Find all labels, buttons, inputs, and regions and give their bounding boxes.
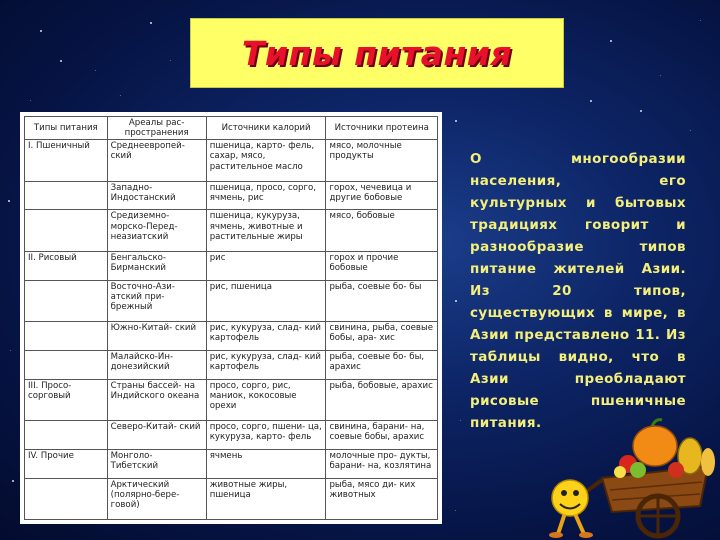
cell-type: III. Просо- сорговый xyxy=(25,379,108,420)
cell-area: Арктический (полярно-бере- говой) xyxy=(107,478,206,519)
cell-type xyxy=(25,321,108,350)
cell-protein: свинина, барани- на, соевые бобы, арахис xyxy=(326,420,438,449)
table-row xyxy=(25,420,438,449)
cell-protein: мясо, бобовые xyxy=(326,210,438,251)
header-calorie-sources: Источники калорий xyxy=(206,117,326,140)
cell-area: Среднеевропей- ский xyxy=(107,140,206,181)
table-row xyxy=(25,478,438,519)
cell-calories: ячмень xyxy=(206,449,326,478)
cell-protein: рыба, соевые бо- бы xyxy=(326,280,438,321)
cell-type: I. Пшеничный xyxy=(25,140,108,181)
cell-calories: животные жиры, пшеница xyxy=(206,478,326,519)
cell-area: Страны бассей- на Индийского океана xyxy=(107,379,206,420)
table-row xyxy=(25,251,438,280)
cell-area: Восточно-Ази- атский при- брежный xyxy=(107,280,206,321)
cell-protein: мясо, молочные продукты xyxy=(326,140,438,181)
cell-area: Западно- Индостанский xyxy=(107,181,206,210)
cell-protein: рыба, бобовые, арахис xyxy=(326,379,438,420)
header-protein-sources: Источники протеина xyxy=(326,117,438,140)
cell-area: Южно-Китай- ский xyxy=(107,321,206,350)
cell-calories: пшеница, карто- фель, сахар, мясо, растительное масло xyxy=(206,140,326,181)
cell-protein: молочные про- дукты, барани- на, козлятина xyxy=(326,449,438,478)
header-area: Ареалы рас- пространения xyxy=(107,117,206,140)
cell-calories: рис, кукуруза, слад- кий картофель xyxy=(206,321,326,350)
cell-type xyxy=(25,181,108,210)
cell-type: II. Рисовый xyxy=(25,251,108,280)
table-header-row xyxy=(25,117,438,140)
cell-area: Малайско-Ин- донезийский xyxy=(107,350,206,379)
cell-area: Бенгальско- Бирманский xyxy=(107,251,206,280)
cell-calories: рис xyxy=(206,251,326,280)
cell-type xyxy=(25,280,108,321)
cell-area: Средиземно- морско-Перед- неазиатский xyxy=(107,210,206,251)
food-types-table-panel xyxy=(20,112,442,524)
cell-area: Монголо- Тибетский xyxy=(107,449,206,478)
table-row xyxy=(25,140,438,181)
cell-type xyxy=(25,210,108,251)
table-row xyxy=(25,321,438,350)
slide-title: Типы питания xyxy=(241,33,513,73)
table-row xyxy=(25,379,438,420)
description-paragraph: О многообразии населения, его культурных и бытовых традициях говорит и разнообразие типов питание жителей Азии. Из 20 типов, существующих в мире, в Азии представлено 11. Из таблицы видно, что в Азии преобладают рисовые пшеничные питания. xyxy=(470,151,686,431)
cell-protein: горох и прочие бобовые xyxy=(326,251,438,280)
cell-protein: рыба, мясо ди- ких животных xyxy=(326,478,438,519)
cell-calories: рис, кукуруза, слад- кий картофель xyxy=(206,350,326,379)
cell-calories: рис, пшеница xyxy=(206,280,326,321)
cell-type: IV. Прочие xyxy=(25,449,108,478)
cell-protein: рыба, соевые бо- бы, арахис xyxy=(326,350,438,379)
title-box xyxy=(190,18,564,88)
cell-protein: горох, чечевица и другие бобовые xyxy=(326,181,438,210)
cell-calories: просо, сорго, пшени- ца, кукуруза, карто- фель xyxy=(206,420,326,449)
table-row xyxy=(25,280,438,321)
cell-calories: пшеница, просо, сорго, ячмень, рис xyxy=(206,181,326,210)
food-types-table xyxy=(24,116,438,520)
table-row xyxy=(25,350,438,379)
cell-type xyxy=(25,420,108,449)
cell-type xyxy=(25,478,108,519)
table-row xyxy=(25,210,438,251)
cell-area: Северо-Китай- ский xyxy=(107,420,206,449)
table-row xyxy=(25,449,438,478)
header-food-type: Типы питания xyxy=(25,117,108,140)
cell-calories: просо, сорго, рис, маниок, кокосовые орехи xyxy=(206,379,326,420)
table-row xyxy=(25,181,438,210)
harvest-cart-illustration xyxy=(540,400,720,540)
cell-type xyxy=(25,350,108,379)
cell-calories: пшеница, кукуруза, ячмень, животные и растительные жиры xyxy=(206,210,326,251)
cell-protein: свинина, рыба, соевые бобы, ара- хис xyxy=(326,321,438,350)
